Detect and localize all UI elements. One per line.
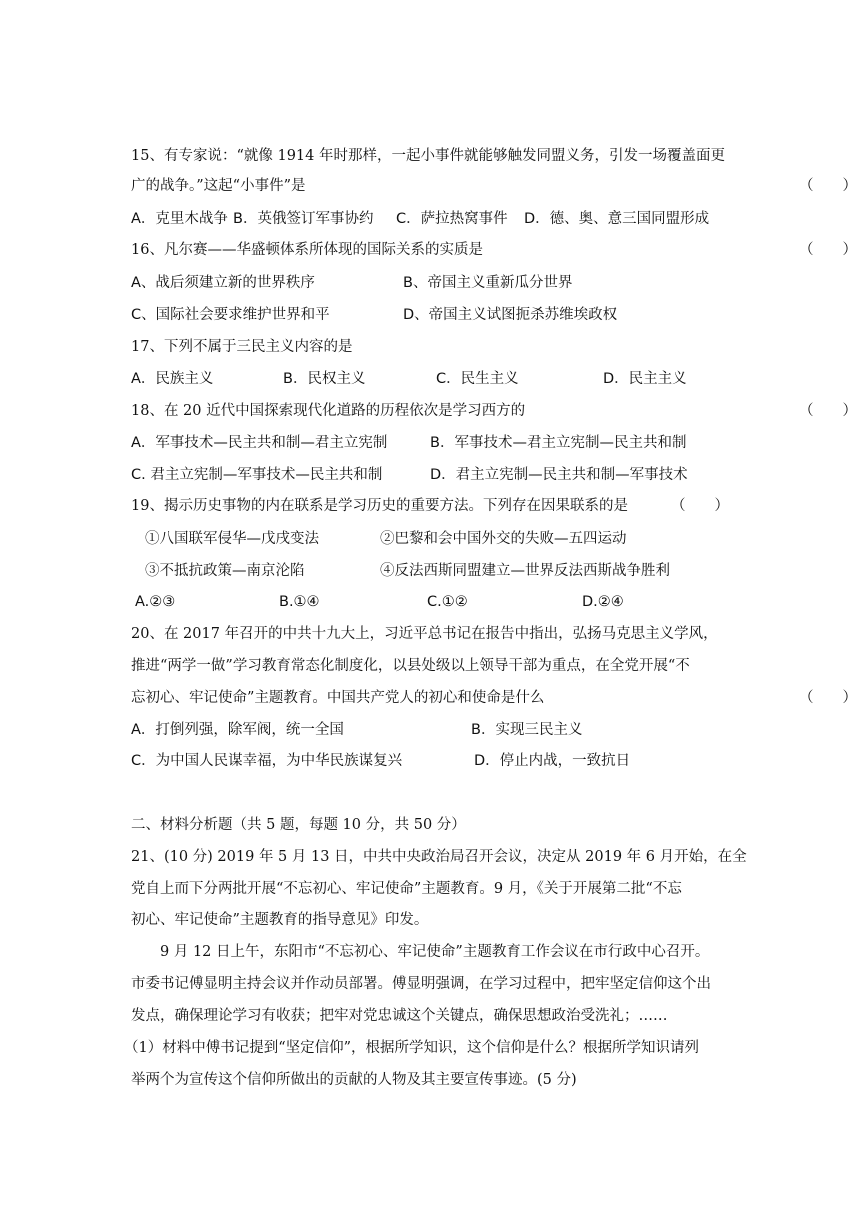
q19-item-4: ④反法西斯同盟建立—世界反法西斯战争胜利 [380,563,670,579]
q21-line6: 发点，确保理论学习有收获；把牢对党忠诚这个关键点，确保思想政治受洗礼；…… [131,1008,668,1024]
q19-option-c: C.①② [427,594,468,610]
q18-stem-text: 18、在 20 近代中国探索现代化道路的历程依次是学习西方的 [131,403,526,419]
q16-answer-paren: （ ） [799,242,857,258]
section-2-title: 二、材料分析题（共 5 题，每题 10 分，共 50 分） [131,817,466,833]
q19-option-b: B.①④ [279,594,320,610]
q18-option-b: B．军事技术—君主立宪制—民主共和制 [430,435,687,451]
q21-line1: 21、(10 分) 2019 年 5 月 13 日，中共中央政治局召开会议，决定从 2019 年 6 月开始，在全 [131,849,747,865]
q20-stem-text: 忘初心、牢记使命”主题教育。中国共产党人的初心和使命是什么 [131,690,545,706]
q19-item-3: ③不抵抗政策—南京沦陷 [145,563,305,579]
q19-item-1: ①八国联军侵华—戊戌变法 [145,531,319,547]
q16-option-c: C、国际社会要求维护世界和平 [131,307,330,323]
q19-stem [131,496,731,516]
q20-option-c: C．为中国人民谋幸福，为中华民族谋复兴 [131,753,403,769]
q21-sub1-line1: （1）材料中傅书记提到“坚定信仰”，根据所学知识，这个信仰是什么？根据所学知识请列 [124,1040,700,1056]
q15-option-b: B．英俄签订军事协约 [233,211,374,227]
q18-stem [131,401,857,421]
q16-option-b: B、帝国主义重新瓜分世界 [403,275,573,291]
q19-item-2: ②巴黎和会中国外交的失败—五四运动 [380,531,627,547]
q17-stem: 17、下列不属于三民主义内容的是 [131,339,353,355]
q20-option-d: D．停止内战，一致抗日 [474,753,631,769]
q16-option-d: D、帝国主义试图扼杀苏维埃政权 [403,307,618,323]
q20-stem-line3 [131,688,857,708]
q15-stem-line1: 15、有专家说：“就像 1914 年时那样，一起小事件就能够触发同盟义务，引发一场覆盖面更 [131,148,725,164]
q17-option-d: D．民主主义 [603,371,687,387]
q18-answer-paren: （ ） [799,403,857,419]
q15-stem-text: 广的战争。”这起“小事件”是 [131,178,306,194]
q19-option-d: D.②④ [582,594,624,610]
q20-answer-paren: （ ） [799,690,857,706]
q18-option-a: A．军事技术—民主共和制—君主立宪制 [131,435,388,451]
q21-line3: 初心、牢记使命”主题教育的指导意见》印发。 [131,912,429,928]
q20-option-b: B．实现三民主义 [471,722,583,738]
q18-option-c: C. 君主立宪制—军事技术—民主共和制 [131,467,383,483]
q19-option-a: A.②③ [135,594,176,610]
q15-option-a: A．克里木战争 [131,211,228,227]
q16-stem-text: 16、凡尔赛——华盛顿体系所体现的国际关系的实质是 [131,242,483,258]
q21-line4: 9 月 12 日上午，东阳市“不忘初心、牢记使命”主题教育工作会议在市行政中心召开。 [160,944,710,960]
q15-option-d: D．德、奥、意三国同盟形成 [524,211,710,227]
q15-stem-line2 [131,176,857,196]
q20-option-a: A．打倒列强，除军阀，统一全国 [131,722,344,738]
q17-option-b: B．民权主义 [283,371,366,387]
q17-option-a: A．民族主义 [131,371,214,387]
q20-stem-line2: 推进“两学一做”学习教育常态化制度化，以县处级以上领导干部为重点，在全党开展“不 [131,658,690,674]
q15-answer-paren: （ ） [799,178,857,194]
q15-option-c: C．萨拉热窝事件 [396,211,508,227]
q17-option-c: C．民生主义 [436,371,519,387]
q16-stem [131,240,857,260]
q16-option-a: A、战后须建立新的世界秩序 [131,275,315,291]
q21-line5: 市委书记傅显明主持会议并作动员部署。傅显明强调，在学习过程中，把牢坚定信仰这个出 [131,976,711,992]
q19-stem-text: 19、揭示历史事物的内在联系是学习历史的重要方法。下列存在因果联系的是 [131,498,628,514]
q20-stem-line1: 20、在 2017 年召开的中共十九大上，习近平总书记在报告中指出，弘扬马克思主义学风， [131,626,718,642]
q21-line2: 党自上而下分两批开展“不忘初心、牢记使命”主题教育。9 月，《关于开展第二批“不忘 [131,881,682,897]
q19-answer-paren: （ ） [671,498,729,514]
q18-option-d: D．君主立宪制—民主共和制—军事技术 [430,467,688,483]
q21-sub1-line2: 举两个为宣传这个信仰所做出的贡献的人物及其主要宣传事迹。(5 分) [131,1072,577,1088]
